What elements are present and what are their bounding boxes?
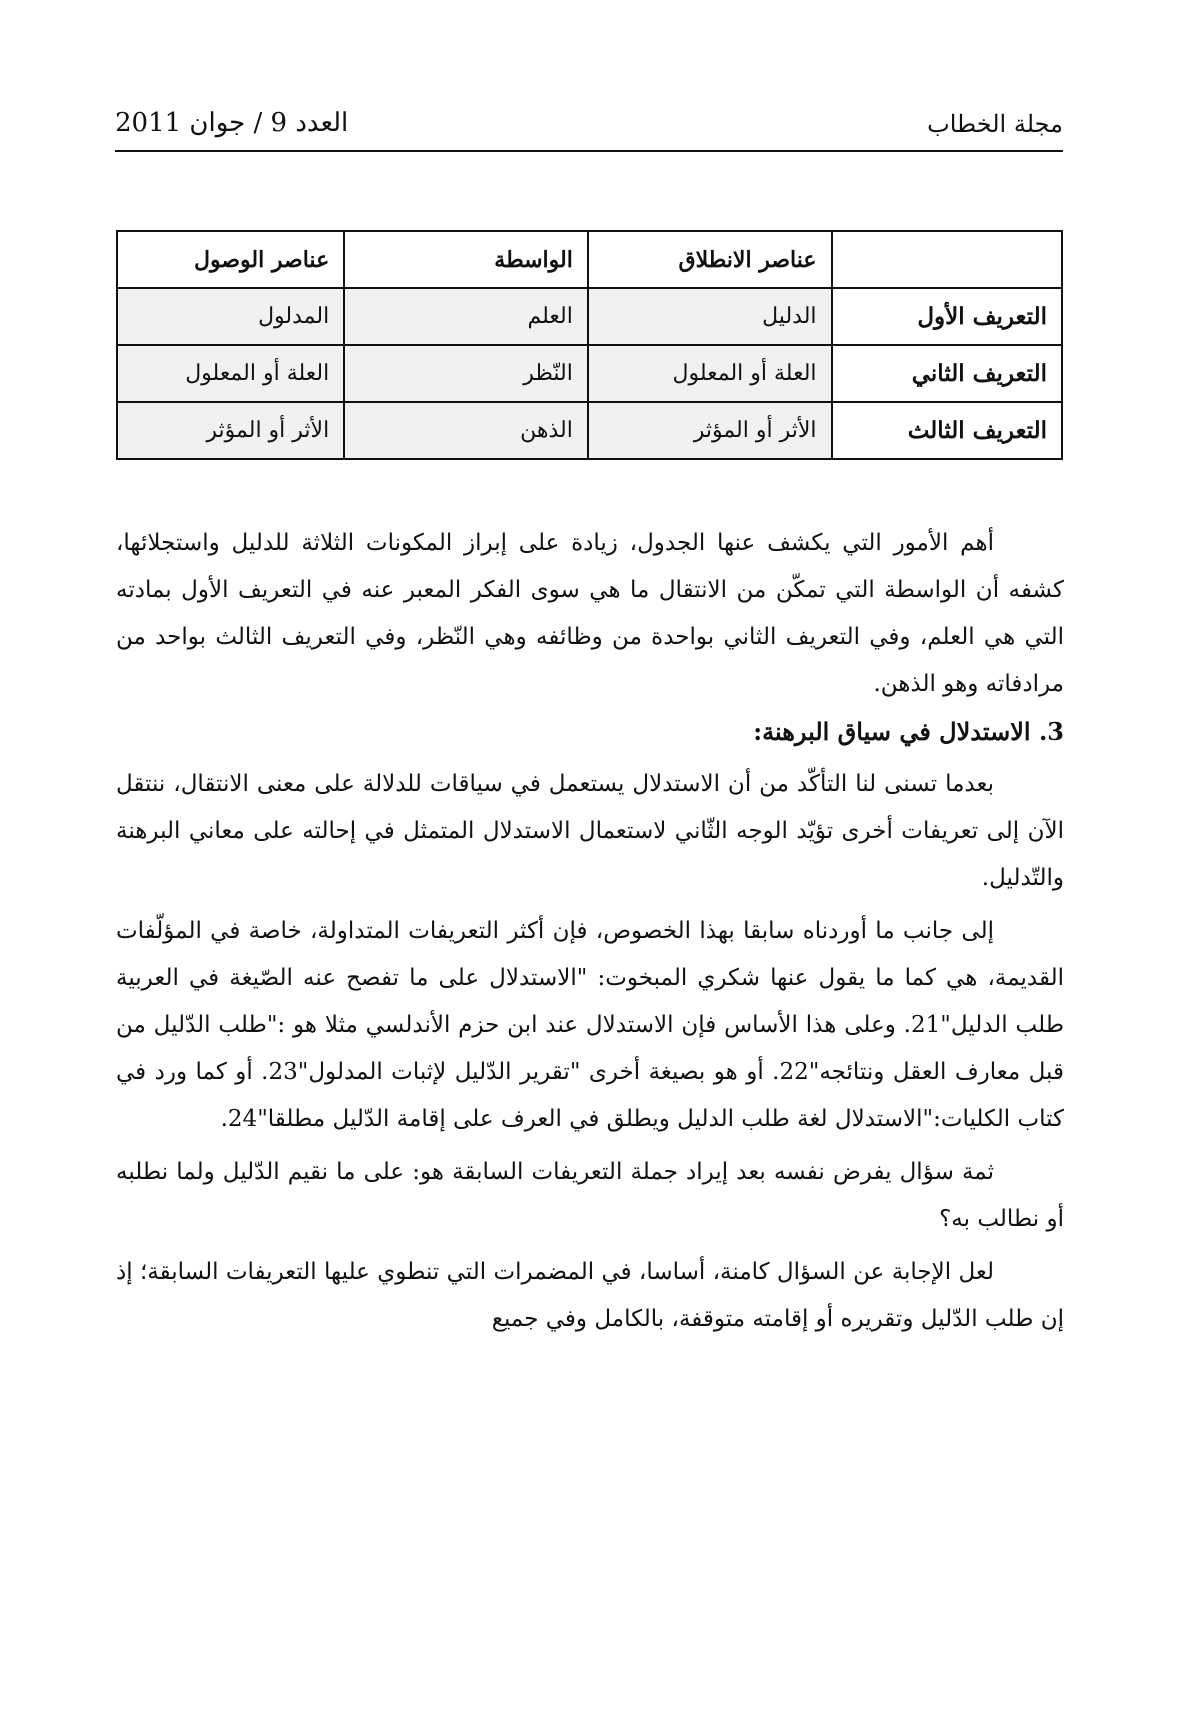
table-cell: العلة أو المعلول [588,345,832,402]
definitions-table [116,230,1063,460]
table-cell: العلة أو المعلول [117,345,344,402]
paragraph-5: لعل الإجابة عن السؤال كامنة، أساسا، في المضمرات التي تنطوي عليها التعريفات السابقة؛ إذ إن طلب الدّليل وتقريره أو إقامته متوقفة، بالكامل وفي جميع [116,1259,1064,1332]
table-cell: الأثر أو المؤثر [588,402,832,459]
row-label: التعريف الأول [832,288,1062,345]
table-header-corner [832,231,1062,288]
table-header-row [117,231,1062,288]
paragraph-3: إلى جانب ما أوردناه سابقا بهذا الخصوص، فإن أكثر التعريفات المتداولة، خاصة في المؤلّفات القديمة، هي كما ما يقول عنها شكري المبخوت: "الاستدلال على ما تفصح عنه الصّيغة في العربية طلب الدليل"21. وعلى هذا الأساس فإن الاستدلال عند ابن حزم الأندلسي مثلا هو :"طلب الدّليل من قبل معارف العقل ونتائجه"22. أو هو بصيغة أخرى "تقرير الدّليل لإثبات المدلول"23. أو كما ورد في كتاب الكليات:"الاستدلال لغة طلب الدليل ويطلق في العرف على إقامة الدّليل مطلقا"24. [116,918,1065,1132]
table-cell: الدليل [588,288,832,345]
column-header-start: عناصر الانطلاق [588,231,832,288]
table-cell: النّظر [344,345,588,402]
section-title: 3. الاستدلال في سياق البرهنة: [753,717,1064,746]
header-rule [115,150,1063,152]
table-cell: المدلول [117,288,344,345]
body-text [116,520,1064,1343]
row-label: التعريف الثاني [832,345,1062,402]
journal-title: مجلة الخطاب [927,110,1063,138]
table-row [117,345,1062,402]
table-cell: الذهن [344,402,588,459]
table-cell: العلم [344,288,588,345]
column-header-medium: الواسطة [344,231,588,288]
column-header-end: عناصر الوصول [117,231,344,288]
table-cell: الأثر أو المؤثر [117,402,344,459]
issue-info: العدد 9 / جوان 2011 [115,108,349,138]
paragraph-1: أهم الأمور التي يكشف عنها الجدول، زيادة على إبراز المكونات الثلاثة للدليل واستجلائها، كشفه أن الواسطة التي تمكّن من الانتقال ما هي سوى الفكر المعبر عنه في التعريف الأول بمادته التي هي العلم، وفي التعريف الثاني بواحدة من وظائفه وهي النّظر، وفي التعريف الثالث بواحد من مرادفاته وهو الذهن. [116,530,1064,697]
paragraph-4: ثمة سؤال يفرض نفسه بعد إيراد جملة التعريفات السابقة هو: على ما نقيم الدّليل ولما نطلبه أو نطالب به؟ [116,1159,1064,1232]
table-row [117,402,1062,459]
table-row [117,288,1062,345]
paragraph-2: بعدما تسنى لنا التأكّد من أن الاستدلال يستعمل في سياقات للدلالة على معنى الانتقال، ننتقل الآن إلى تعريفات أخرى تؤيّد الوجه الثّاني لاستعمال الاستدلال المتمثل في إحالته على معاني البرهنة والتّدليل. [116,771,1064,891]
row-label: التعريف الثالث [832,402,1062,459]
running-header [115,108,1063,152]
